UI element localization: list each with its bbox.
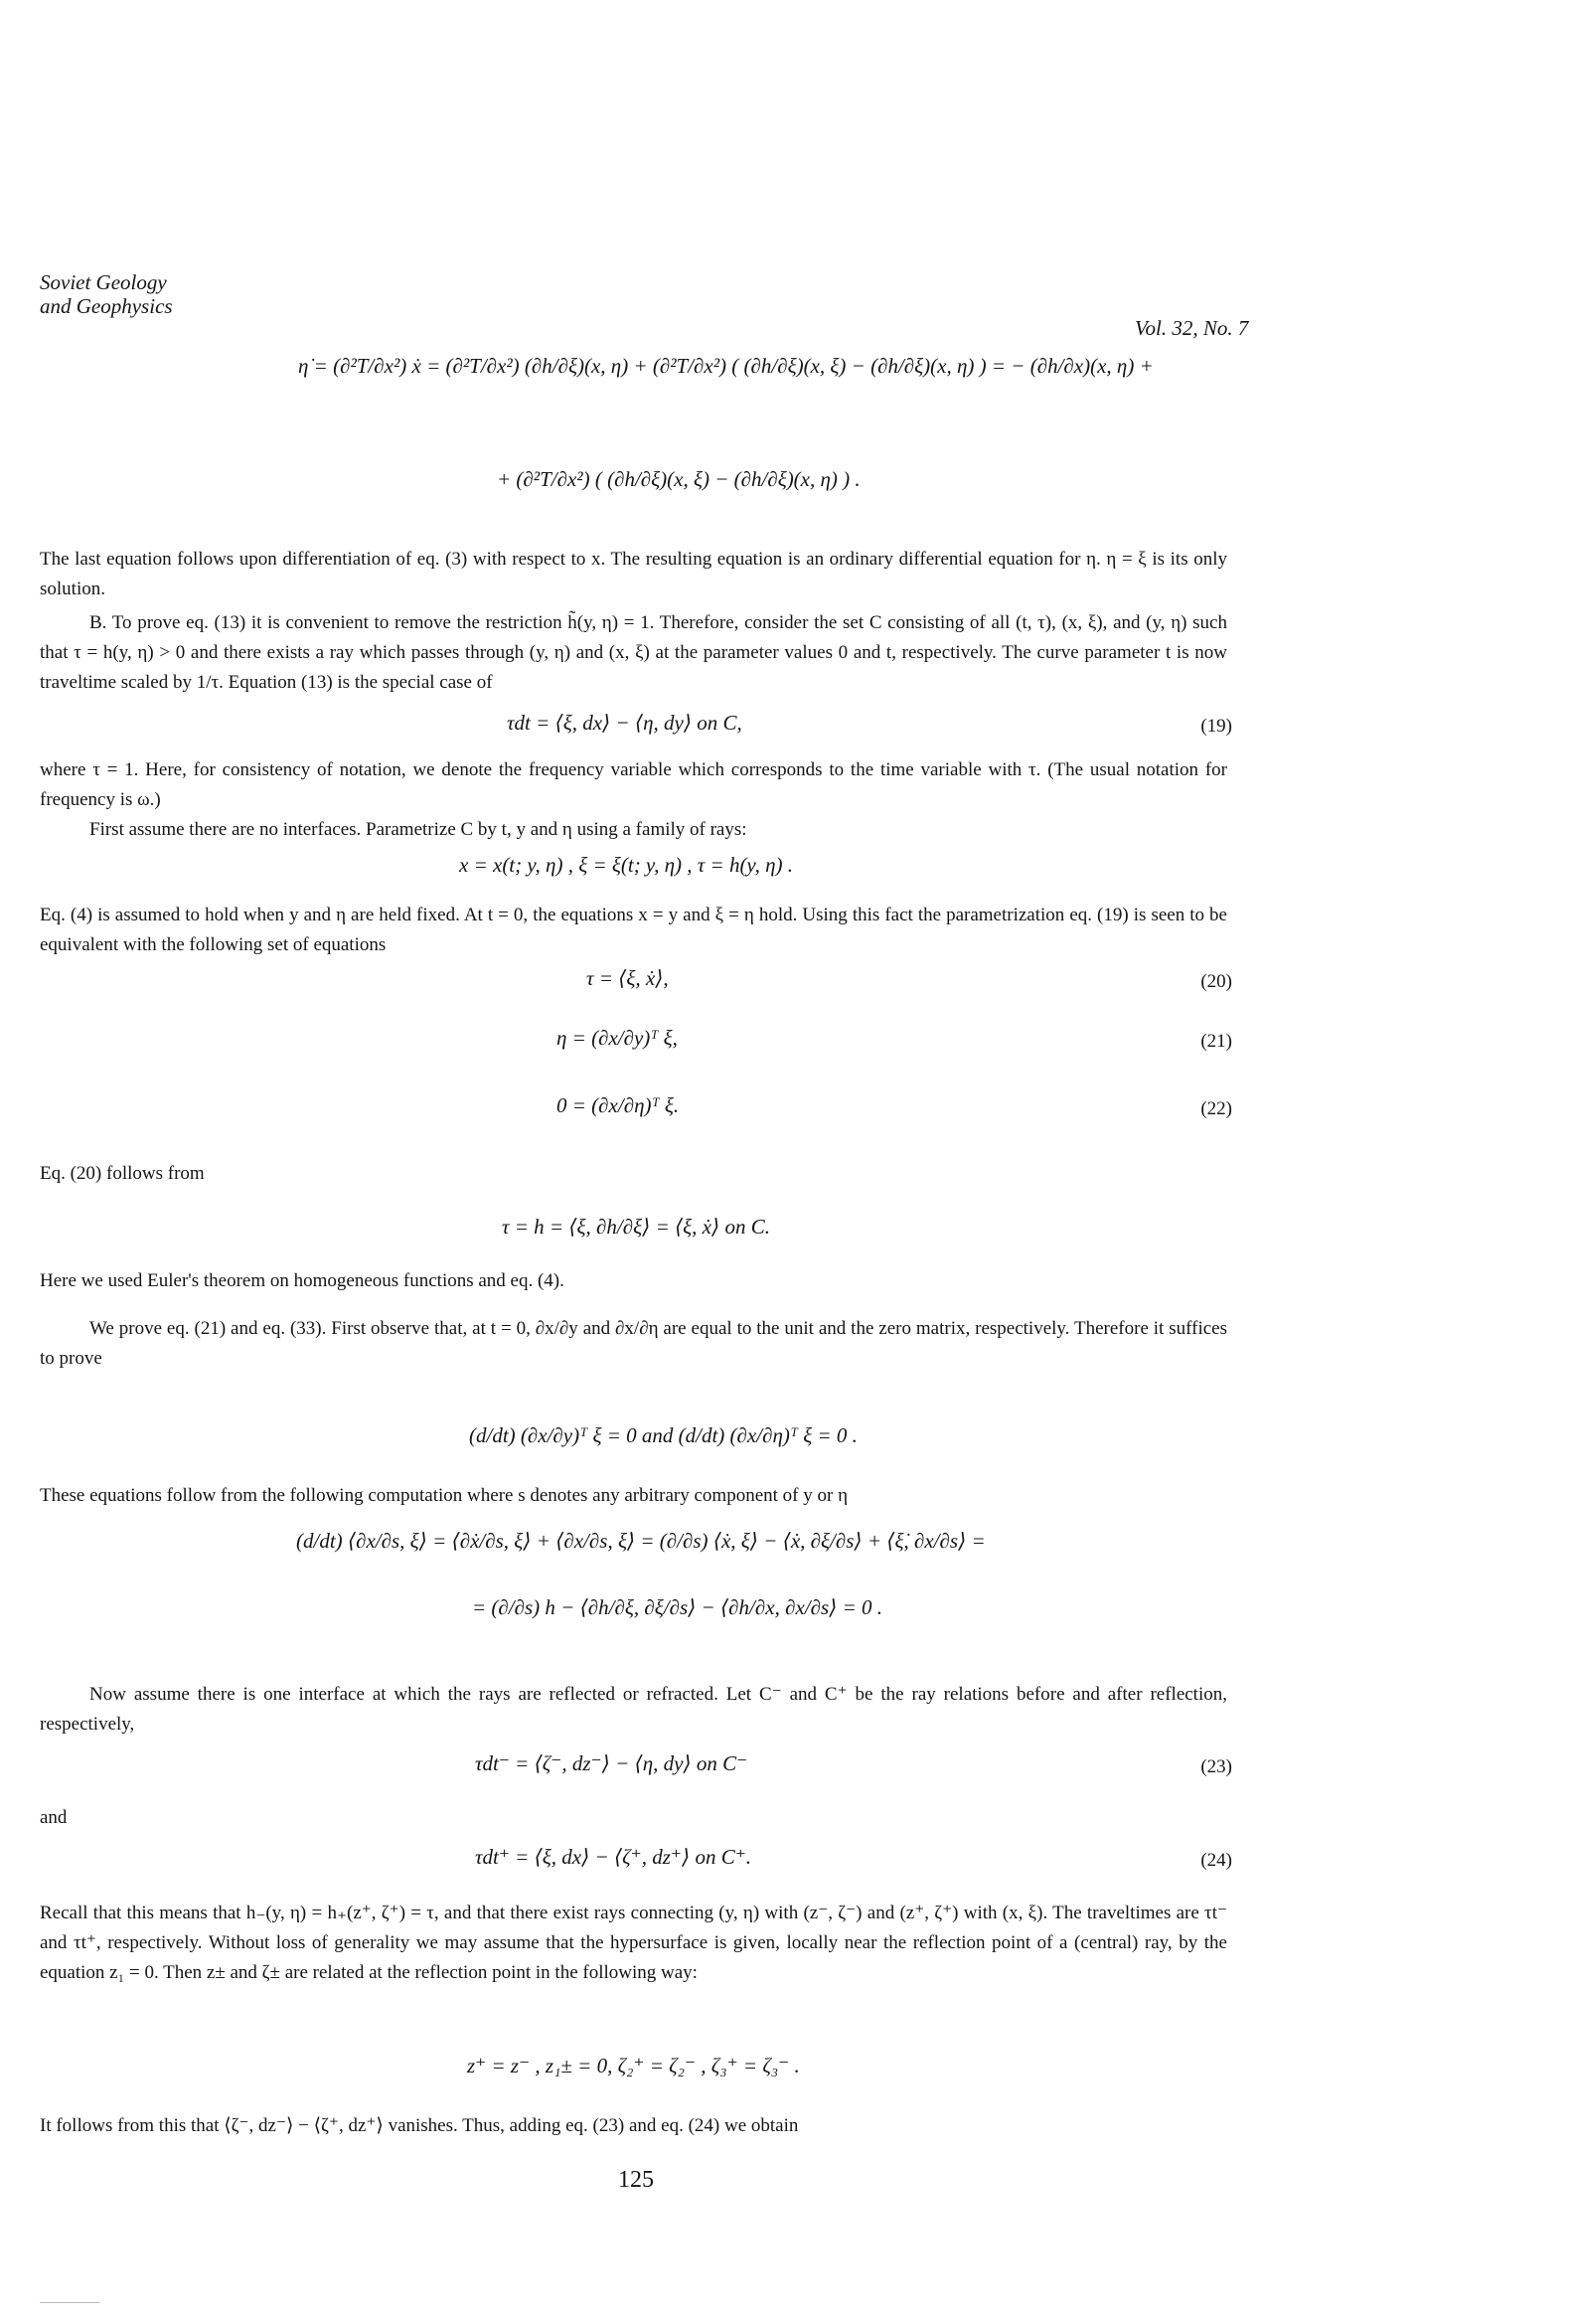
equation-number-23: (23): [1200, 1756, 1232, 1777]
page-number: 125: [618, 2167, 654, 2193]
equation-number-21: (21): [1200, 1031, 1232, 1052]
equation-computation-line2: = (∂/∂s) h − ⟨∂h/∂ξ, ∂ξ/∂s⟩ − ⟨∂h/∂x, ∂x/∂s⟩ = 0 .: [472, 1595, 883, 1619]
equation-22: 0 = (∂x/∂η)ᵀ ξ.: [556, 1093, 680, 1117]
paragraph-recall: Recall that this means that h₋(y, η) = h₊(z⁺, ζ⁺) = τ, and that there exist rays connecting (y, η) with (z⁻, ζ⁻) and (z⁺, ζ⁺) with (x, ξ). The traveltimes are τt⁻ and τt⁺, respectively. Without loss of generality we may assume that the hypersurface is given, locally near the reflection point of a (central) ray, by the equation z₁ = 0. Then z± and ζ± are related at the reflection point in the following way:: [40, 1903, 1227, 1983]
equation-computation-line1: (d/dt) ⟨∂x/∂s, ξ⟩ = ⟨∂ẋ/∂s, ξ⟩ + ⟨∂x/∂s, ξ̇⟩ = (∂/∂s) ⟨ẋ, ξ⟩ − ⟨ẋ, ∂ξ/∂s⟩ + ⟨ξ̇, ∂x/∂s⟩ =: [296, 1529, 986, 1553]
equation-euler: τ = h = ⟨ξ, ∂h/∂ξ⟩ = ⟨ξ, ẋ⟩ on C.: [502, 1215, 770, 1239]
equation-21: η = (∂x/∂y)ᵀ ξ,: [556, 1026, 678, 1050]
paragraph-eq20-follows: Eq. (20) follows from: [40, 1163, 205, 1184]
equation-eta-dot-line2: + (∂²T/∂x²) ( (∂h/∂ξ)(x, ξ) − (∂h/∂ξ)(x, η) ) .: [497, 467, 861, 491]
equation-parametrization: x = x(t; y, η) , ξ = ξ(t; y, η) , τ = h(y, η) .: [459, 853, 794, 877]
equation-number-22: (22): [1200, 1098, 1232, 1119]
equation-suffices: (d/dt) (∂x/∂y)ᵀ ξ = 0 and (d/dt) (∂x/∂η)ᵀ ξ = 0 .: [469, 1423, 858, 1447]
paragraph-one-interface: Now assume there is one interface at which the rays are reflected or refracted. Let C⁻ and C⁺ be the ray relations before and after reflection, respectively,: [40, 1684, 1227, 1735]
paragraph-no-interfaces: First assume there are no interfaces. Parametrize C by t, y and η using a family of rays:: [89, 819, 747, 840]
equation-19: τdt = ⟨ξ, dx⟩ − ⟨η, dy⟩ on C,: [507, 711, 742, 735]
equation-20: τ = ⟨ξ, ẋ⟩,: [586, 966, 669, 990]
equation-23: τdt⁻ = ⟨ζ⁻, dz⁻⟩ − ⟨η, dy⟩ on C⁻: [475, 1751, 748, 1775]
paragraph-differentiation: The last equation follows upon differentiation of eq. (3) with respect to x. The resulting equation is an ordinary differential equation for η. η = ξ is its only solution.: [40, 549, 1227, 599]
equation-number-24: (24): [1200, 1850, 1232, 1871]
paragraph-computation-intro: These equations follow from the following computation where s denotes any arbitrary component of y or η: [40, 1485, 849, 1506]
equation-number-19: (19): [1200, 716, 1232, 737]
equation-eta-dot-line1: η̇ = (∂²T/∂x²) ẋ = (∂²T/∂x²) (∂h/∂ξ)(x, η) + (∂²T/∂x²) ( (∂h/∂ξ)(x, ξ) − (∂h/∂ξ)(x, η) ) = − (∂h/∂x)(x, η) +: [298, 354, 1154, 378]
footer-divider: [40, 2302, 99, 2303]
paragraph-prove-21: We prove eq. (21) and eq. (33). First observe that, at t = 0, ∂x/∂y and ∂x/∂η are equal to the unit and the zero matrix, respectively. Therefore it suffices to prove: [40, 1318, 1227, 1369]
equation-reflection-relations: z⁺ = z⁻ , z₁± = 0, ζ₂⁺ = ζ₂⁻ , ζ₃⁺ = ζ₃⁻ .: [467, 2054, 800, 2077]
paragraph-euler-theorem: Here we used Euler's theorem on homogeneous functions and eq. (4).: [40, 1270, 564, 1291]
paragraph-prove-13: B. To prove eq. (13) it is convenient to remove the restriction h̃(y, η) = 1. Therefore, consider the set C consisting of all (t, τ), (x, ξ), and (y, η) such that τ = h(y, η) > 0 and there exists a ray which passes through (y, η) and (x, ξ) at the parameter values 0 and t, respectively. The curve parameter t is now traveltime scaled by 1/τ. Equation (13) is the special case of: [40, 612, 1227, 693]
paragraph-frequency-notation: where τ = 1. Here, for consistency of notation, we denote the frequency variable which corresponds to the time variable with τ. (The usual notation for frequency is ω.): [40, 759, 1227, 810]
journal-name-line2: and Geophysics: [40, 294, 173, 318]
paragraph-and: and: [40, 1807, 68, 1828]
paragraph-vanishes: It follows from this that ⟨ζ⁻, dz⁻⟩ − ⟨ζ⁺, dz⁺⟩ vanishes. Thus, adding eq. (23) and eq. (24) we obtain: [40, 2115, 799, 2136]
volume-label: Vol. 32, No. 7: [1135, 316, 1249, 340]
equation-number-20: (20): [1200, 971, 1232, 992]
journal-name: [40, 270, 173, 318]
equation-24: τdt⁺ = ⟨ξ, dx⟩ − ⟨ζ⁺, dz⁺⟩ on C⁺.: [475, 1845, 752, 1869]
paragraph-eq4-holds: Eq. (4) is assumed to hold when y and η are held fixed. At t = 0, the equations x = y and ξ = η hold. Using this fact the parametrization eq. (19) is seen to be equivalent with the following set of equations: [40, 905, 1227, 955]
journal-name-line1: Soviet Geology: [40, 270, 167, 294]
